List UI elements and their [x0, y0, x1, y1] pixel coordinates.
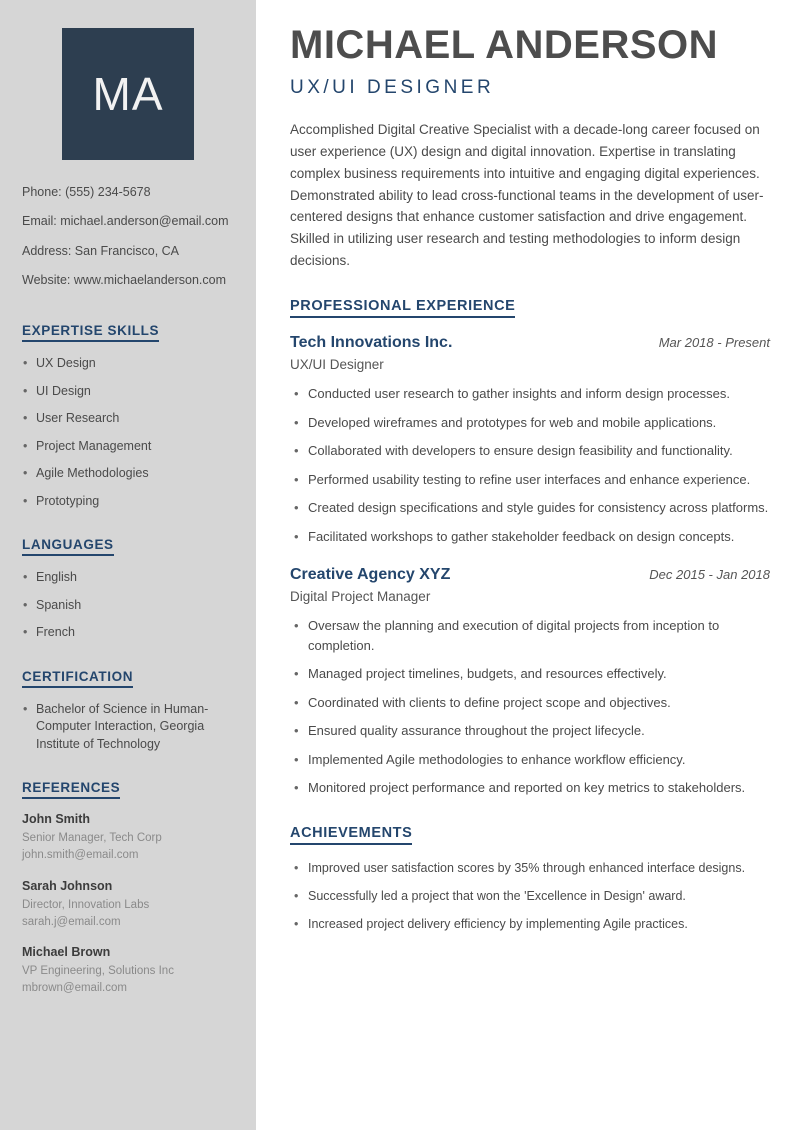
avatar-monogram — [62, 28, 194, 160]
skills-section — [22, 322, 234, 510]
job-bullet: • Performed usability testing to refine user interfaces and enhance experience. — [290, 470, 770, 490]
skill-item: • UX Design — [22, 355, 234, 373]
job-bullet: • Conducted user research to gather insights and inform design processes. — [290, 384, 770, 404]
job-entry — [290, 566, 770, 798]
reference-item — [22, 879, 234, 932]
job-bullet: • Managed project timelines, budgets, and resources effectively. — [290, 664, 770, 684]
job-bullet: • Coordinated with clients to define project scope and objectives. — [290, 693, 770, 713]
achievements-list — [290, 859, 770, 933]
certification-section — [22, 668, 234, 754]
contact-email: Email: michael.anderson@email.com — [22, 214, 229, 229]
skill-item: • Prototyping — [22, 493, 234, 511]
contact-info — [22, 184, 234, 288]
job-bullet: • Implemented Agile methodologies to enhance workflow efficiency. — [290, 750, 770, 770]
language-item: • English — [22, 569, 234, 587]
monogram-text: MA — [92, 68, 164, 120]
languages-section — [22, 536, 234, 642]
job-dates: Dec 2015 - Jan 2018 — [649, 567, 770, 583]
job-dates: Mar 2018 - Present — [658, 335, 770, 351]
skills-heading: EXPERTISE SKILLS — [22, 323, 159, 342]
reference-item — [22, 945, 234, 998]
skill-item: • Project Management — [22, 438, 234, 456]
achievement-item: • Increased project delivery efficiency by implementing Agile practices. — [290, 915, 770, 933]
reference-email: sarah.j@email.com — [22, 915, 121, 928]
achievement-item: • Successfully led a project that won the 'Excellence in Design' award. — [290, 887, 770, 905]
job-bullet: • Facilitated workshops to gather stakeholder feedback on design concepts. — [290, 527, 770, 547]
job-header — [290, 334, 770, 352]
references-section — [22, 779, 234, 998]
skills-list — [22, 355, 234, 510]
job-company: Tech Innovations Inc. — [290, 334, 453, 352]
job-entry — [290, 334, 770, 546]
languages-heading: LANGUAGES — [22, 537, 114, 556]
job-bullet: • Collaborated with developers to ensure design feasibility and functionality. — [290, 441, 770, 461]
experience-heading: PROFESSIONAL EXPERIENCE — [290, 298, 515, 318]
job-header — [290, 566, 770, 584]
sidebar — [0, 0, 256, 1130]
candidate-name: MICHAEL ANDERSON — [290, 23, 719, 67]
certification-heading: CERTIFICATION — [22, 669, 133, 688]
reference-title: Senior Manager, Tech Corp — [22, 832, 162, 844]
achievements-heading: ACHIEVEMENTS — [290, 825, 412, 845]
contact-website: Website: www.michaelanderson.com — [22, 272, 227, 287]
job-bullet: • Oversaw the planning and execution of digital projects from inception to completion. — [290, 616, 770, 655]
job-bullet: • Created design specifications and style guides for consistency across platforms. — [290, 498, 770, 518]
language-item: • Spanish — [22, 597, 234, 615]
reference-email: mbrown@email.com — [22, 982, 127, 995]
reference-name: Sarah Johnson — [22, 878, 113, 893]
job-title: Digital Project Manager — [290, 589, 431, 605]
reference-item — [22, 812, 234, 865]
language-item: • French — [22, 624, 234, 642]
job-title: UX/UI Designer — [290, 357, 384, 373]
reference-title: VP Engineering, Solutions Inc — [22, 965, 174, 977]
achievements-section — [290, 824, 770, 933]
experience-section — [290, 297, 770, 798]
reference-email: john.smith@email.com — [22, 849, 139, 862]
job-company: Creative Agency XYZ — [290, 566, 451, 584]
job-bullet: • Monitored project performance and reported on key metrics to stakeholders. — [290, 778, 770, 798]
job-bullet: • Developed wireframes and prototypes for web and mobile applications. — [290, 413, 770, 433]
achievement-item: • Improved user satisfaction scores by 35% through enhanced interface designs. — [290, 859, 770, 877]
job-bullet-list — [290, 384, 770, 546]
reference-name: Michael Brown — [22, 945, 111, 959]
reference-title: Director, Innovation Labs — [22, 898, 150, 911]
contact-phone: Phone: (555) 234-5678 — [22, 185, 151, 199]
skill-item: • Agile Methodologies — [22, 465, 234, 483]
certification-list — [22, 701, 234, 754]
contact-address: Address: San Francisco, CA — [22, 243, 180, 258]
job-bullet: • Ensured quality assurance throughout the project lifecycle. — [290, 721, 770, 741]
skill-item: • UI Design — [22, 383, 234, 401]
candidate-role: UX/UI DESIGNER — [290, 77, 495, 98]
languages-list — [22, 569, 234, 642]
references-heading: REFERENCES — [22, 780, 120, 799]
job-bullet-list — [290, 616, 770, 798]
main-content — [256, 0, 800, 1130]
certification-item: • Bachelor of Science in Human-Computer Interaction, Georgia Institute of Technology — [22, 701, 234, 754]
reference-name: John Smith — [22, 812, 91, 826]
skill-item: • User Research — [22, 410, 234, 428]
summary-paragraph: Accomplished Digital Creative Specialist with a decade-long career focused on user experience (UX) design and digital innovation. Expertise in translating complex business requirements into intuitive and engaging digital experiences. Demonstrated ability to lead cross-functional teams in the development of user-centered designs that enhance customer satisfaction and drive engagement. Skilled in utilizing user research and testing methodologies to inform design decisions. — [290, 122, 764, 269]
